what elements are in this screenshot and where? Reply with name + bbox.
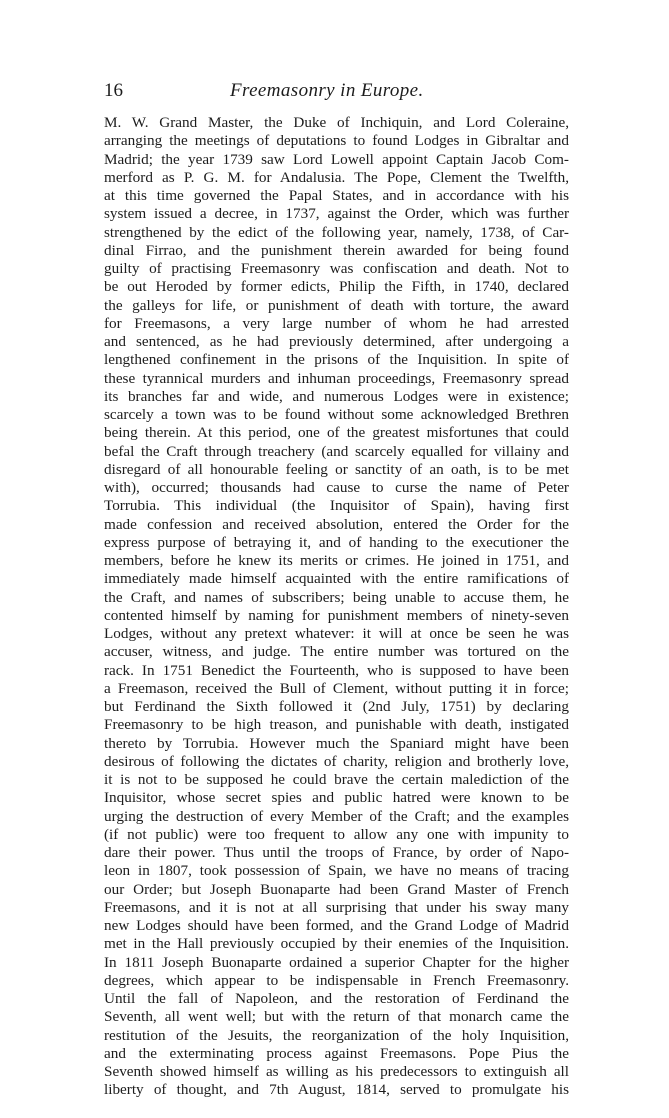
text-line: Inquisitor, whose secret spies and public hatred were known to be (104, 789, 569, 807)
running-head (104, 78, 569, 104)
text-line: a Freemason, received the Bull of Clement, without putting it in force; (104, 679, 569, 697)
text-line: Seventh showed himself as willing as his predecessors to extinguish all (104, 1063, 569, 1080)
text-line: leon in 1807, took possession of Spain, we have no means of tracing (104, 862, 569, 880)
text-line: M. W. Grand Master, the Duke of Inchiquin, and Lord Coleraine, (104, 114, 569, 131)
text-line: strengthened by the edict of the following year, namely, 1738, of Car- (104, 223, 569, 241)
text-line: Freemasonry to be high treason, and punishable with death, instigated (104, 716, 569, 734)
text-line: the Craft, and names of subscribers; being unable to accuse them, he (104, 588, 569, 606)
text-line: be out Heroded by former edicts, Philip the Fifth, in 1740, declared (104, 278, 569, 296)
text-line: desirous of following the dictates of charity, religion and brotherly love, (104, 752, 569, 770)
text-line: with), occurred; thousands had cause to curse the name of Peter (104, 479, 569, 496)
text-line: dinal Firrao, and the punishment therein awarded for being found (104, 241, 569, 259)
text-line: (if not public) were too frequent to allow any one with impunity to (104, 825, 569, 843)
text-line: Until the fall of Napoleon, and the restoration of Ferdinand the (104, 990, 569, 1007)
text-line: members, before he knew its merits or crimes. He joined in 1751, and (104, 552, 569, 569)
text-line: new Lodges should have been formed, and the Grand Lodge of Madrid (104, 917, 569, 934)
text-line (104, 1100, 569, 1118)
text-line: contented himself by naming for punishment members of ninety-seven (104, 606, 569, 624)
body-text (104, 114, 569, 1118)
text-line: Lodges, without any pretext whatever: it will at once be seen he was (104, 625, 569, 642)
text-line: urging the destruction of every Member of the Craft; and the examples (104, 807, 569, 825)
text-line: guilty of practising Freemasonry was confiscation and death. Not to (104, 260, 569, 277)
text-line: the galleys for life, or punishment of death with torture, the award (104, 296, 569, 314)
text-line: made confession and received absolution, entered the Order for the (104, 515, 569, 533)
text-line: met in the Hall previously occupied by their enemies of the Inquisition. (104, 935, 569, 953)
text-line: Madrid; the year 1739 saw Lord Lowell appoint Captain Jacob Com- (104, 150, 569, 168)
text-line: rack. In 1751 Benedict the Fourteenth, who is supposed to have been (104, 661, 569, 679)
text-line: befal the Craft through treachery (and scarcely equalled for villainy and (104, 442, 569, 460)
running-title: Freemasonry in Europe. (230, 80, 424, 101)
text-line: immediately made himself acquainted with the entire ramifications of (104, 570, 569, 588)
text-line: dare their power. Thus until the troops of France, by order of Napo- (104, 844, 569, 861)
text-line: thereto by Torrubia. However much the Spaniard might have been (104, 734, 569, 752)
text-line: Freemasons, and it is not at all surprising that under his sway many (104, 898, 569, 916)
text-line: accuser, witness, and judge. The entire number was tortured on the (104, 643, 569, 661)
text-line: restitution of the Jesuits, the reorganization of the holy Inquisition, (104, 1026, 569, 1044)
text-line: In 1811 Joseph Buonaparte ordained a superior Chapter for the higher (104, 953, 569, 971)
text-line: disregard of all honourable feeling or sanctity of an oath, is to be met (104, 460, 569, 478)
text-line: at this time governed the Papal States, and in accordance with his (104, 187, 569, 204)
text-line: Seventh, all went well; but with the return of that monarch came the (104, 1008, 569, 1026)
text-line: being therein. At this period, one of the greatest misfortunes that could (104, 424, 569, 442)
text-line: lengthened confinement in the prisons of the Inquisition. In spite of (104, 351, 569, 369)
text-line: it is not to be supposed he could brave the certain malediction of the (104, 771, 569, 788)
text-line: and the exterminating process against Freemasons. Pope Pius the (104, 1044, 569, 1062)
text-line: express purpose of betraying it, and of handing to the executioner the (104, 533, 569, 551)
text-line: its branches far and wide, and numerous Lodges were in existence; (104, 387, 569, 405)
text-line: for Freemasons, a very large number of whom he had arrested (104, 314, 569, 332)
text-line: our Order; but Joseph Buonaparte had been Grand Master of French (104, 880, 569, 898)
page-number: 16 (104, 80, 123, 101)
text-line: liberty of thought, and 7th August, 1814, served to promulgate his (104, 1081, 569, 1099)
text-line: arranging the meetings of deputations to found Lodges in Gibraltar and (104, 132, 569, 150)
text-line: scarcely a town was to be found without some acknowledged Brethren (104, 406, 569, 423)
text-line: system issued a decree, in 1737, against the Order, which was further (104, 205, 569, 223)
text-line: these tyrannical murders and inhuman proceedings, Freemasonry spread (104, 369, 569, 387)
text-line: and sentenced, as he had previously determined, after undergoing a (104, 333, 569, 350)
text-line: degrees, which appear to be indispensable in French Freemasonry. (104, 971, 569, 989)
text-line: Torrubia. This individual (the Inquisitor of Spain), having first (104, 497, 569, 515)
text-line: merford as P. G. M. for Andalusia. The Pope, Clement the Twelfth, (104, 168, 569, 186)
text-line: but Ferdinand the Sixth followed it (2nd July, 1751) by declaring (104, 698, 569, 715)
